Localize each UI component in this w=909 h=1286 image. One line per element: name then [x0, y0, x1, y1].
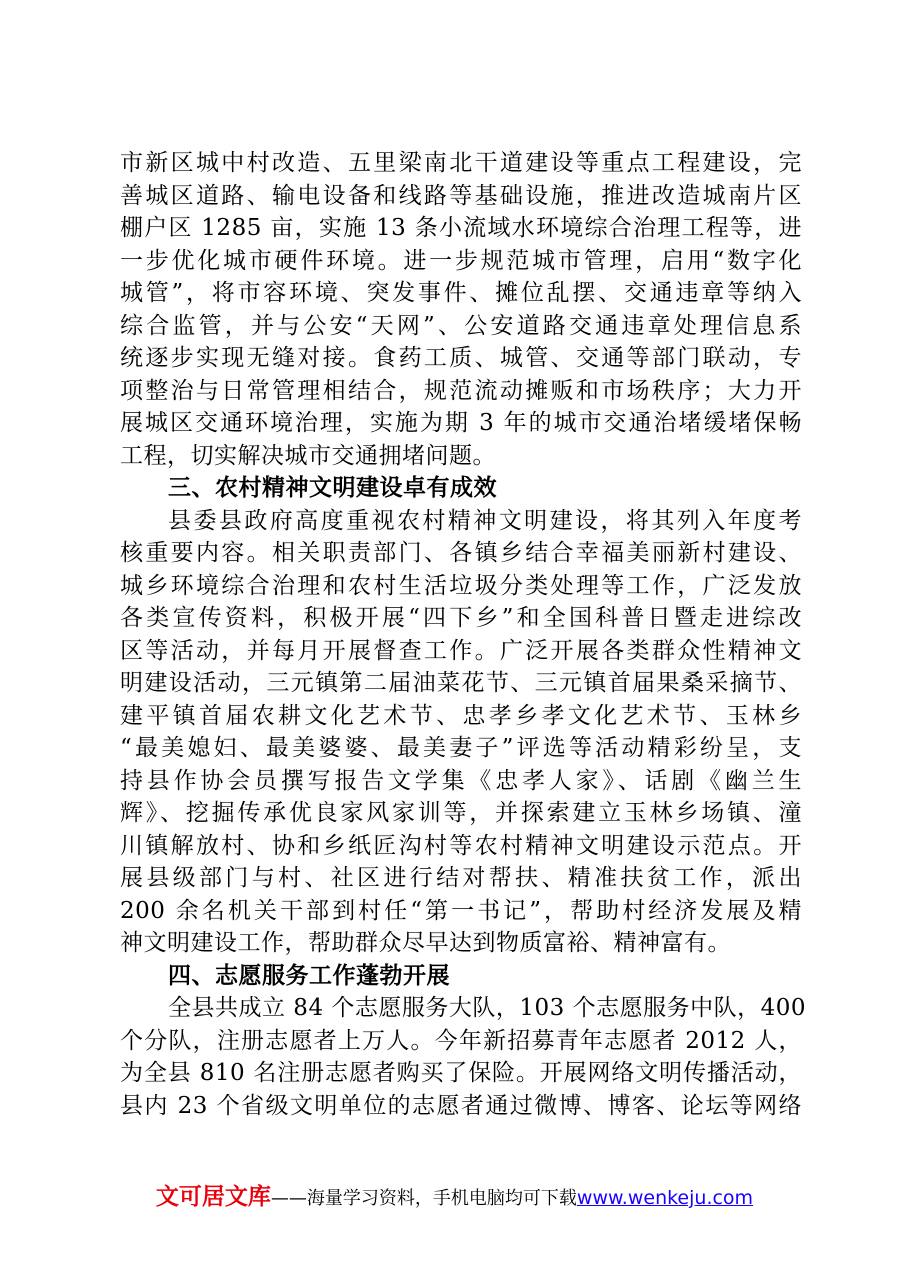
body-text-line: 城管”，将市容环境、突发事件、摊位乱摆、交通违章等纳入 [120, 280, 802, 306]
body-text-line: 县内 23 个省级文明单位的志愿者通过微博、博客、论坛等网络 [120, 1093, 802, 1119]
body-text-line: 项整治与日常管理相结合，规范流动摊贩和市场秩序；大力开 [120, 378, 802, 404]
body-text-line: 城乡环境综合治理和农村生活垃圾分类处理等工作，广泛发放 [120, 573, 802, 599]
footer-banner [0, 1180, 909, 1214]
body-text-line: 神文明建设工作，帮助群众尽早达到物质富裕、精神富有。 [120, 930, 731, 956]
body-text-line: 200 余名机关干部到村任“第一书记”，帮助村经济发展及精 [120, 898, 802, 924]
body-text-line: 一步优化城市硬件环境。进一步规范城市管理，启用“数字化 [120, 248, 802, 274]
paragraph-first-line: 县委县政府高度重视农村精神文明建设，将其列入年度考 [168, 508, 802, 534]
body-text-line: 工程，切实解决城市交通拥堵问题。 [120, 443, 496, 469]
body-text-line: 各类宣传资料，积极开展“四下乡”和全国科普日暨走进综改 [120, 605, 802, 631]
body-text-line: 综合监管，并与公安“天网”、公安道路交通违章处理信息系 [120, 313, 802, 339]
body-text-line: 区等活动，并每月开展督查工作。广泛开展各类群众性精神文 [120, 638, 802, 664]
body-text-line: 明建设活动，三元镇第二届油菜花节、三元镇首届果桑采摘节、 [120, 670, 802, 696]
footer-brand: 文可居文库 [155, 1184, 271, 1210]
body-text-line: “最美媳妇、最美婆婆、最美妻子”评选等活动精彩纷呈，支 [120, 735, 802, 761]
body-text-line: 为全县 810 名注册志愿者购买了保险。开展网络文明传播活动， [120, 1060, 802, 1086]
body-text-line: 建平镇首届农耕文化艺术节、忠孝乡孝文化艺术节、玉林乡 [120, 703, 802, 729]
body-text-line: 个分队，注册志愿者上万人。今年新招募青年志愿者 2012 人， [120, 1028, 802, 1054]
body-text-line: 市新区城中村改造、五里梁南北干道建设等重点工程建设，完 [120, 150, 802, 176]
body-text-line: 棚户区 1285 亩，实施 13 条小流域水环境综合治理工程等，进 [120, 215, 802, 241]
section-heading: 四、志愿服务工作蓬勃开展 [168, 963, 450, 989]
footer-link[interactable]: www.wenkeju.com [576, 1187, 754, 1209]
body-text-line: 持县作协会员撰写报告文学集《忠孝人家》、话剧《幽兰生 [120, 768, 802, 794]
footer-slogan: ——海量学习资料，手机电脑均可下载 [270, 1188, 577, 1209]
body-text-line: 展城区交通环境治理，实施为期 3 年的城市交通治堵缓堵保畅 [120, 410, 802, 436]
paragraph-first-line: 全县共成立 84 个志愿服务大队，103 个志愿服务中队，400 [168, 995, 806, 1021]
body-text-line: 统逐步实现无缝对接。食药工质、城管、交通等部门联动，专 [120, 345, 802, 371]
body-text-line: 展县级部门与村、社区进行结对帮扶、精准扶贫工作，派出 [120, 865, 802, 891]
body-text-line: 核重要内容。相关职责部门、各镇乡结合幸福美丽新村建设、 [120, 540, 802, 566]
body-text-line: 川镇解放村、协和乡纸匠沟村等农村精神文明建设示范点。开 [120, 833, 802, 859]
body-text-line: 辉》、挖掘传承优良家风家训等，并探索建立玉林乡场镇、潼 [120, 800, 802, 826]
body-text-line: 善城区道路、输电设备和线路等基础设施，推进改造城南片区 [120, 183, 802, 209]
section-heading: 三、农村精神文明建设卓有成效 [168, 475, 497, 501]
